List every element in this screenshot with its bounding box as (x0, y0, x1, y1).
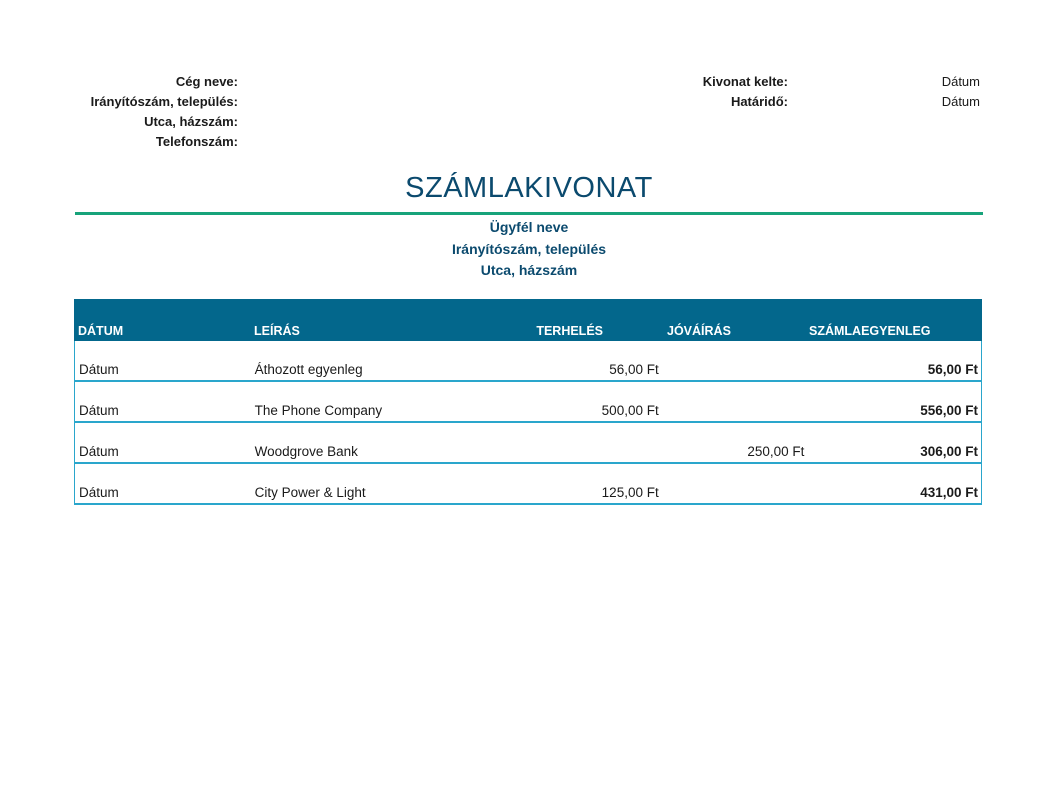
company-phone-line (60, 132, 240, 152)
title-divider (75, 212, 983, 215)
cell-debit[interactable]: 125,00 Ft (601, 485, 659, 500)
cell-balance[interactable]: 556,00 Ft (920, 403, 978, 418)
customer-info (75, 217, 983, 282)
cell-date[interactable]: Dátum (79, 485, 119, 500)
company-phone-label: Telefonszám: (155, 134, 238, 149)
cell-debit[interactable]: 500,00 Ft (601, 403, 659, 418)
header-date[interactable]: DÁTUM (78, 324, 124, 338)
statement-date-line (640, 72, 980, 92)
company-name-line (60, 72, 240, 92)
cell-description[interactable]: Woodgrove Bank (254, 444, 358, 459)
customer-name[interactable]: Ügyfél neve (489, 219, 569, 235)
table-row (74, 423, 982, 464)
statement-table (74, 299, 982, 505)
cell-credit[interactable]: 250,00 Ft (747, 444, 805, 459)
customer-zip-city[interactable]: Irányítószám, település (451, 240, 607, 257)
statement-info (640, 72, 980, 112)
cell-description[interactable]: The Phone Company (254, 403, 383, 418)
statement-date-value[interactable]: Dátum (941, 74, 980, 89)
statement-date-label: Kivonat kelte: (702, 74, 788, 89)
customer-street[interactable]: Utca, házszám (480, 262, 578, 278)
table-row (74, 382, 982, 423)
cell-date[interactable]: Dátum (79, 403, 119, 418)
header-credit[interactable]: JÓVÁÍRÁS (667, 324, 731, 338)
table-header (74, 299, 982, 341)
statement-due-label: Határidő: (730, 94, 788, 109)
company-name-label: Cég neve: (175, 74, 238, 89)
page-title: SZÁMLAKIVONAT (405, 172, 653, 204)
statement-due-line (640, 92, 980, 112)
cell-date[interactable]: Dátum (79, 362, 119, 377)
cell-debit[interactable]: 56,00 Ft (609, 362, 659, 377)
cell-date[interactable]: Dátum (79, 444, 119, 459)
company-zip-city-label: Irányítószám, település: (90, 94, 238, 109)
header-description[interactable]: LEÍRÁS (254, 324, 300, 338)
company-street-line (60, 112, 240, 132)
cell-balance[interactable]: 56,00 Ft (927, 362, 978, 377)
table-row (74, 341, 982, 382)
table-row (74, 464, 982, 505)
header-debit[interactable]: TERHELÉS (536, 324, 603, 338)
cell-description[interactable]: City Power & Light (254, 485, 366, 500)
cell-balance[interactable]: 431,00 Ft (920, 485, 978, 500)
statement-due-value[interactable]: Dátum (941, 94, 980, 109)
company-zip-city-line (60, 92, 240, 112)
company-street-label: Utca, házszám: (144, 114, 238, 129)
cell-description[interactable]: Áthozott egyenleg (254, 362, 363, 377)
header-balance[interactable]: SZÁMLAEGYENLEG (809, 324, 931, 338)
company-info (60, 72, 240, 152)
cell-balance[interactable]: 306,00 Ft (920, 444, 978, 459)
